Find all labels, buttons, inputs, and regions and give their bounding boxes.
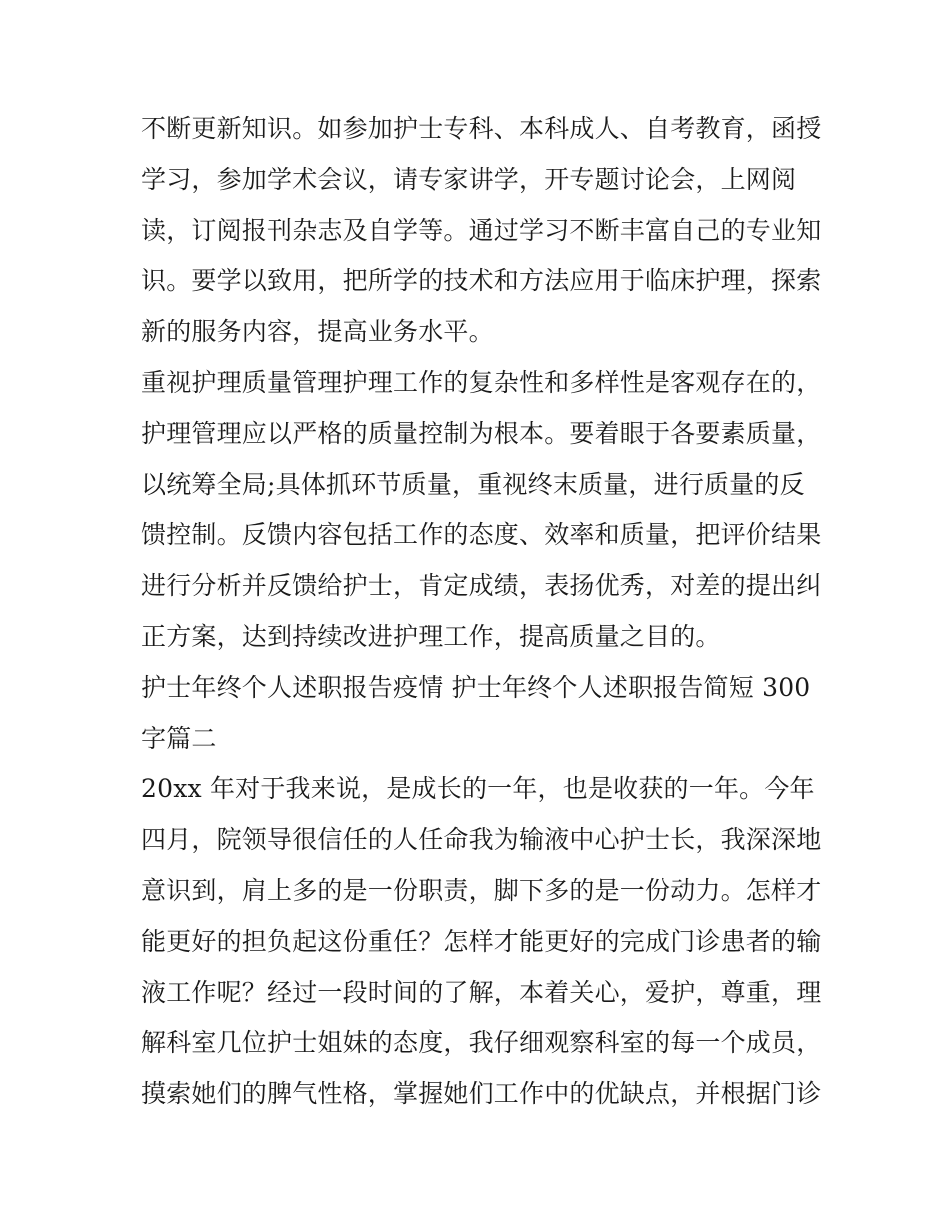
section-heading-line: 护士年终个人述职报告疫情 护士年终个人述职报告简短 300 <box>141 672 811 702</box>
text-line: 解科室几位护士姐妹的态度，我仔细观察科室的每一个成员， <box>141 1028 822 1058</box>
text-line: 不断更新知识。如参加护士专科、本科成人、自考教育，函授 <box>141 114 822 143</box>
text-line: 意识到，肩上多的是一份职责，脚下多的是一份动力。怎样才 <box>141 875 822 905</box>
text-line: 20xx 年对于我来说，是成长的一年，也是收获的一年。今年 <box>141 774 815 804</box>
text-line: 四月，院领导很信任的人任命我为输液中心护士长，我深深地 <box>141 825 822 855</box>
text-line: 正方案，达到持续改进护理工作，提高质量之目的。 <box>141 621 721 651</box>
text-line: 读，订阅报刊杂志及自学等。通过学习不断丰富自己的专业知 <box>141 215 822 245</box>
text-line: 液工作呢？经过一段时间的了解，本着关心，爱护，尊重，理 <box>141 977 822 1007</box>
document-body <box>141 104 822 1120</box>
text-line: 摸索她们的脾气性格，掌握她们工作中的优缺点，并根据门诊 <box>141 1079 822 1109</box>
text-line: 护理管理应以严格的质量控制为根本。要着眼于各要素质量， <box>141 418 822 448</box>
text-line: 以统筹全局;具体抓环节质量，重视终末质量，进行质量的反 <box>141 469 805 499</box>
section-heading-line: 字篇二 <box>141 723 217 753</box>
text-line: 馈控制。反馈内容包括工作的态度、效率和质量，把评价结果 <box>141 520 822 550</box>
text-line: 能更好的担负起这份重任？怎样才能更好的完成门诊患者的输 <box>141 926 822 956</box>
text-line: 识。要学以致用，把所学的技术和方法应用于临床护理，探索 <box>141 266 822 296</box>
text-line: 学习，参加学术会议，请专家讲学，开专题讨论会，上网阅 <box>141 164 797 194</box>
text-line: 新的服务内容，提高业务水平。 <box>141 317 494 347</box>
text-line: 进行分析并反馈给护士，肯定成绩，表扬优秀，对差的提出纠 <box>141 571 822 601</box>
text-line: 重视护理质量管理护理工作的复杂性和多样性是客观存在的， <box>141 367 822 397</box>
